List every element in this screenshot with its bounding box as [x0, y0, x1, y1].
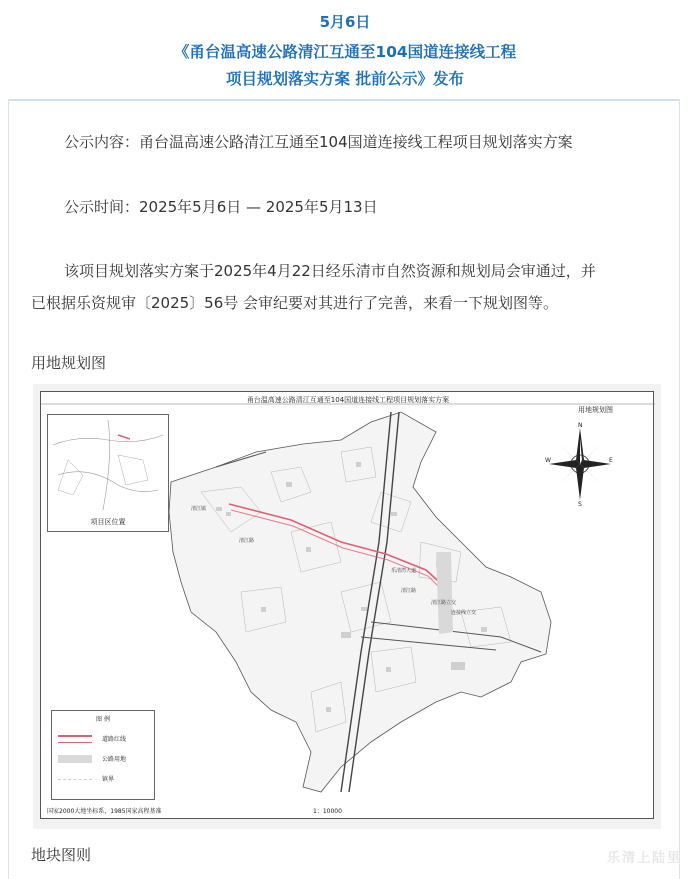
map-frame	[40, 391, 654, 819]
map-title: 甬台温高速公路清江互通至104国道连接线工程项目规划落实方案	[246, 396, 450, 404]
town-boundary-swatch	[58, 779, 92, 780]
title-line-1: 《甬台温高速公路清江互通至104国道连接线工程	[173, 43, 517, 61]
map-legend	[51, 710, 155, 800]
road-line-swatch	[58, 735, 92, 743]
section-land-use-title: 用地规划图	[31, 354, 107, 372]
compass-rose-icon	[545, 420, 615, 506]
svg-text:W: W	[545, 457, 551, 464]
svg-text:清江路: 清江路	[401, 588, 417, 594]
map-subtitle: 用地规划图	[578, 406, 613, 414]
description-line-1: 该项目规划落实方案于2025年4月22日经乐清市自然资源和规划局会审通过，并	[64, 262, 596, 280]
map-scale: 1：10000	[313, 808, 342, 815]
public-road-land-swatch	[58, 755, 92, 763]
svg-text:清江路: 清江路	[239, 538, 255, 544]
svg-text:清江镇: 清江镇	[191, 506, 207, 512]
inset-label: 项目区位置	[90, 518, 126, 526]
inset-map	[48, 415, 168, 515]
legend-item-road-line: 道路红线	[58, 733, 150, 745]
svg-text:S: S	[578, 501, 582, 506]
watermark-text: 乐清上陆里	[606, 851, 682, 866]
legend-title: 图 例	[96, 716, 110, 723]
legend-item-town-boundary: 镇界	[58, 773, 150, 785]
date-line: 5月6日	[319, 13, 371, 31]
article-header	[0, 0, 690, 96]
notice-content: 公示内容：甬台温高速公路清江互通至104国道连接线工程项目规划落实方案	[64, 133, 573, 151]
svg-text:乐清湾大道: 乐清湾大道	[391, 568, 417, 574]
land-use-map-image[interactable]	[33, 384, 661, 829]
svg-text:E: E	[609, 457, 613, 464]
svg-text:连接线立交: 连接线立交	[451, 610, 477, 616]
map-footer-coords: 国家2000大地坐标系，1985国家高程基准	[47, 808, 162, 815]
location-inset	[47, 414, 169, 532]
description-line-2: 已根据乐资规审〔2025〕56号 会审纪要对其进行了完善，来看一下规划图等。	[31, 294, 559, 312]
legend-item-public-road-land: 公路用地	[58, 753, 150, 765]
content-card	[8, 99, 680, 879]
title-line-2: 项目规划落实方案 批前公示》发布	[226, 70, 464, 88]
notice-time: 公示时间：2025年5月6日 — 2025年5月13日	[64, 198, 378, 216]
svg-text:清江路立交: 清江路立交	[431, 600, 457, 606]
section-plot-rules-title: 地块图则	[31, 846, 92, 864]
svg-text:N: N	[578, 422, 583, 429]
